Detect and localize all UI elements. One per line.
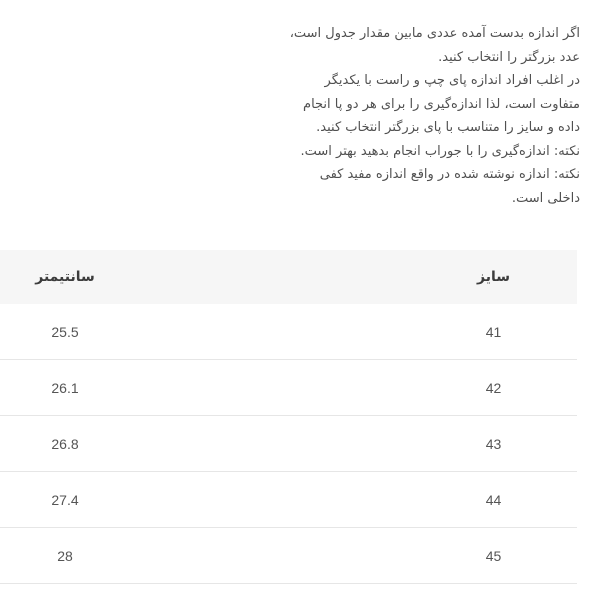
size-guide-notes — [250, 22, 580, 210]
size-table — [0, 250, 577, 584]
cell-size: 42 — [130, 360, 577, 416]
cell-size: 41 — [130, 304, 577, 360]
note-line: نکته: اندازه‌گیری را با جوراب انجام بدهید بهتر است. — [300, 143, 580, 159]
note-line: اگر اندازه بدست آمده عددی مابین مقدار جدول است، — [289, 26, 580, 41]
table-row — [0, 416, 577, 472]
table-row — [0, 360, 577, 416]
table-row — [0, 304, 577, 360]
cell-centimeter: 27.4 — [0, 472, 130, 528]
note-line: نکته: اندازه نوشته شده در واقع اندازه مفید کفی — [319, 167, 580, 182]
table-row — [0, 472, 577, 528]
cell-size: 43 — [130, 416, 577, 472]
note-line: داخلی است. — [511, 190, 580, 206]
note-line: متفاوت است، لذا اندازه‌گیری را برای هر دو پا انجام — [303, 96, 580, 112]
header-centimeter: سانتیمتر — [0, 250, 130, 304]
note-line: عدد بزرگتر را انتخاب کنید. — [438, 49, 580, 65]
note-line: در اغلب افراد اندازه پای چپ و راست با یکدیگر — [324, 73, 580, 88]
cell-centimeter: 26.1 — [0, 360, 130, 416]
cell-centimeter: 26.8 — [0, 416, 130, 472]
cell-centimeter: 28 — [0, 528, 130, 584]
cell-centimeter: 25.5 — [0, 304, 130, 360]
cell-size: 45 — [130, 528, 577, 584]
note-line: داده و سایز را متناسب با پای بزرگتر انتخاب کنید. — [316, 120, 580, 135]
table-header-row — [0, 250, 577, 304]
table-row — [0, 528, 577, 584]
cell-size: 44 — [130, 472, 577, 528]
header-size: سایز — [130, 250, 577, 304]
